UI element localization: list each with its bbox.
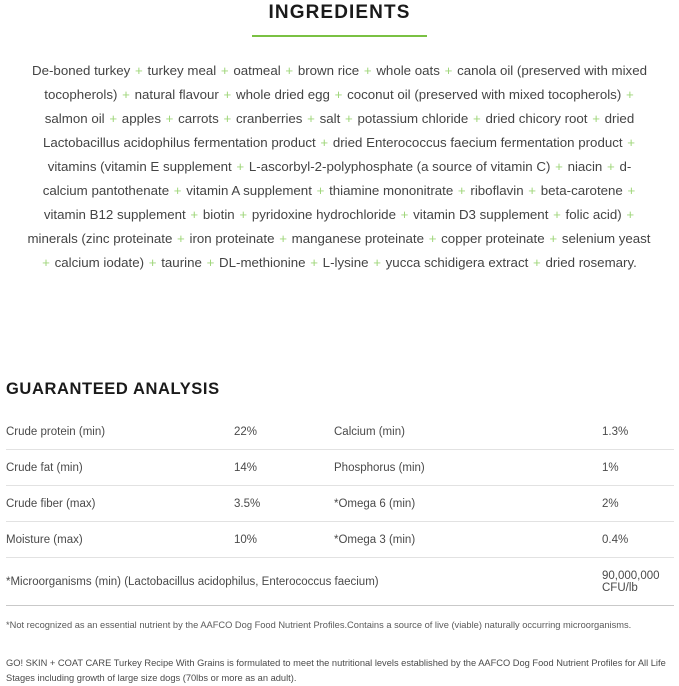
ingredient-item: dried Enterococcus faecium fermentation product bbox=[332, 135, 623, 150]
ingredient-separator: + bbox=[186, 207, 202, 222]
ingredient-separator: + bbox=[303, 111, 319, 126]
ingredient-item: vitamin A supplement bbox=[186, 183, 312, 198]
ingredient-item: natural flavour bbox=[134, 87, 219, 102]
table-row bbox=[6, 450, 674, 486]
ingredient-item: biotin bbox=[202, 207, 235, 222]
ingredient-item: dried chicory root bbox=[485, 111, 588, 126]
nutrient-value: 10% bbox=[234, 522, 334, 558]
ingredient-separator: + bbox=[105, 111, 121, 126]
ingredient-separator: + bbox=[131, 63, 147, 78]
ingredient-separator: + bbox=[330, 87, 347, 102]
ingredient-item: yucca schidigera extract bbox=[385, 255, 529, 270]
guaranteed-analysis-table bbox=[6, 414, 674, 606]
microorganisms-value: 90,000,000 CFU/lb bbox=[602, 558, 674, 606]
ingredient-item: brown rice bbox=[297, 63, 360, 78]
ingredient-item: niacin bbox=[567, 159, 603, 174]
table-row-microorganisms bbox=[6, 558, 674, 606]
aafco-disclaimer-text: GO! SKIN + COAT CARE Turkey Recipe With Grains is formulated to meet the nutritional levels established by the AAFCO Dog Food Nutrient Profiles for All Life Stages including growth of large size dogs (70lbs or more as an adult). bbox=[6, 658, 666, 683]
ingredient-separator: + bbox=[549, 207, 565, 222]
ingredient-item: d-calcium pantothenate bbox=[42, 159, 632, 198]
nutrient-value: 3.5% bbox=[234, 486, 334, 522]
ingredient-separator: + bbox=[145, 255, 161, 270]
ingredient-item: oatmeal bbox=[233, 63, 281, 78]
ingredients-list bbox=[26, 59, 653, 275]
nutrient-value: 2% bbox=[602, 486, 674, 522]
ingredient-item: salt bbox=[319, 111, 341, 126]
microorganisms-label: *Microorganisms (min) (Lactobacillus acidophilus, Enterococcus faecium) bbox=[6, 558, 602, 606]
ingredient-separator: + bbox=[425, 231, 441, 246]
footnote-text: *Not recognized as an essential nutrient by the AAFCO Dog Food Nutrient Profiles.Contains a source of live (viable) naturally occurring microorganisms. bbox=[6, 620, 632, 630]
table-row bbox=[6, 486, 674, 522]
ingredient-item: potassium chloride bbox=[357, 111, 469, 126]
table-row bbox=[6, 522, 674, 558]
nutrient-value: 1.3% bbox=[602, 414, 674, 450]
ingredient-separator: + bbox=[306, 255, 322, 270]
ingredient-separator: + bbox=[219, 111, 235, 126]
ingredient-item: salmon oil bbox=[44, 111, 105, 126]
ingredient-separator: + bbox=[312, 183, 329, 198]
ingredient-separator: + bbox=[275, 231, 291, 246]
ingredient-item: manganese proteinate bbox=[291, 231, 424, 246]
ingredients-section bbox=[0, 0, 679, 275]
nutrient-value: 14% bbox=[234, 450, 334, 486]
ingredient-item: canola oil (preserved with mixed tocopherols) bbox=[44, 63, 647, 102]
ingredient-separator: + bbox=[173, 231, 189, 246]
guaranteed-analysis-heading: GUARANTEED ANALYSIS bbox=[6, 380, 220, 398]
nutrient-value: 0.4% bbox=[602, 522, 674, 558]
nutrient-label: Calcium (min) bbox=[334, 414, 602, 450]
ingredient-item: cranberries bbox=[235, 111, 303, 126]
ingredient-item: vitamin D3 supplement bbox=[413, 207, 549, 222]
ingredient-item: selenium yeast bbox=[561, 231, 651, 246]
ingredient-separator: + bbox=[202, 255, 219, 270]
ingredient-separator: + bbox=[469, 111, 485, 126]
nutrient-label: *Omega 6 (min) bbox=[334, 486, 602, 522]
ingredient-separator: + bbox=[232, 159, 248, 174]
nutrient-label: Crude fat (min) bbox=[6, 450, 234, 486]
ingredient-item: iron proteinate bbox=[189, 231, 275, 246]
ingredient-separator: + bbox=[341, 111, 357, 126]
ingredient-item: pyridoxine hydrochloride bbox=[251, 207, 396, 222]
ingredient-separator: + bbox=[603, 159, 619, 174]
ingredient-separator: + bbox=[440, 63, 457, 78]
ingredient-item: calcium iodate) bbox=[54, 255, 145, 270]
nutrient-label: Moisture (max) bbox=[6, 522, 234, 558]
ingredient-item: beta-carotene bbox=[540, 183, 623, 198]
nutrient-value: 22% bbox=[234, 414, 334, 450]
ingredient-item: L-lysine bbox=[322, 255, 369, 270]
ingredient-separator: + bbox=[281, 63, 297, 78]
ingredient-item: vitamin B12 supplement bbox=[43, 207, 186, 222]
ingredient-separator: + bbox=[396, 207, 413, 222]
ingredient-item: copper proteinate bbox=[441, 231, 545, 246]
ingredient-separator: + bbox=[235, 207, 251, 222]
ingredient-separator: + bbox=[623, 135, 636, 150]
ingredient-item: DL-methionine bbox=[219, 255, 306, 270]
ingredient-item: whole oats bbox=[376, 63, 440, 78]
ingredient-item: folic acid) bbox=[565, 207, 622, 222]
ingredient-separator: + bbox=[217, 63, 233, 78]
ingredient-item: whole dried egg bbox=[236, 87, 330, 102]
nutrient-label: Crude protein (min) bbox=[6, 414, 234, 450]
nutrient-label: Crude fiber (max) bbox=[6, 486, 234, 522]
ingredient-separator: + bbox=[529, 255, 545, 270]
ingredient-item: minerals (zinc proteinate bbox=[27, 231, 173, 246]
ingredient-separator: + bbox=[118, 87, 134, 102]
ingredient-item: L-ascorbyl-2-polyphosphate (a source of vitamin C) bbox=[248, 159, 551, 174]
ingredient-separator: + bbox=[588, 111, 604, 126]
ingredient-item: coconut oil (preserved with mixed tocopherols) bbox=[347, 87, 622, 102]
ingredient-separator: + bbox=[42, 255, 54, 270]
nutrient-value: 1% bbox=[602, 450, 674, 486]
guaranteed-analysis-section bbox=[0, 378, 679, 686]
ingredient-separator: + bbox=[316, 135, 332, 150]
ingredient-separator: + bbox=[454, 183, 470, 198]
nutrient-label: *Omega 3 (min) bbox=[334, 522, 602, 558]
ingredient-separator: + bbox=[622, 87, 634, 102]
ingredient-item: turkey meal bbox=[147, 63, 217, 78]
ingredient-separator: + bbox=[161, 111, 178, 126]
table-row bbox=[6, 414, 674, 450]
ingredient-item: apples bbox=[121, 111, 161, 126]
ingredient-separator: + bbox=[170, 183, 186, 198]
ingredient-item: riboflavin bbox=[470, 183, 524, 198]
ingredient-separator: + bbox=[551, 159, 567, 174]
ingredient-item: taurine bbox=[161, 255, 202, 270]
ingredient-item: thiamine mononitrate bbox=[329, 183, 454, 198]
guaranteed-analysis-table-body bbox=[6, 414, 674, 606]
ingredient-item: carrots bbox=[178, 111, 219, 126]
ingredient-separator: + bbox=[623, 183, 636, 198]
ingredient-separator: + bbox=[360, 63, 376, 78]
ingredient-item: vitamins (vitamin E supplement bbox=[47, 159, 232, 174]
ingredient-separator: + bbox=[524, 183, 540, 198]
heading-underline bbox=[252, 35, 427, 37]
ingredient-separator: + bbox=[219, 87, 236, 102]
ingredient-item: dried rosemary. bbox=[545, 255, 637, 270]
ingredient-separator: + bbox=[545, 231, 561, 246]
ingredient-separator: + bbox=[369, 255, 385, 270]
ingredient-item: dried Lactobacillus acidophilus fermentation product bbox=[42, 111, 635, 150]
ingredient-item: De-boned turkey bbox=[32, 63, 131, 78]
ingredients-heading: INGREDIENTS bbox=[268, 2, 411, 23]
ingredient-separator: + bbox=[622, 207, 635, 222]
nutrient-label: Phosphorus (min) bbox=[334, 450, 602, 486]
